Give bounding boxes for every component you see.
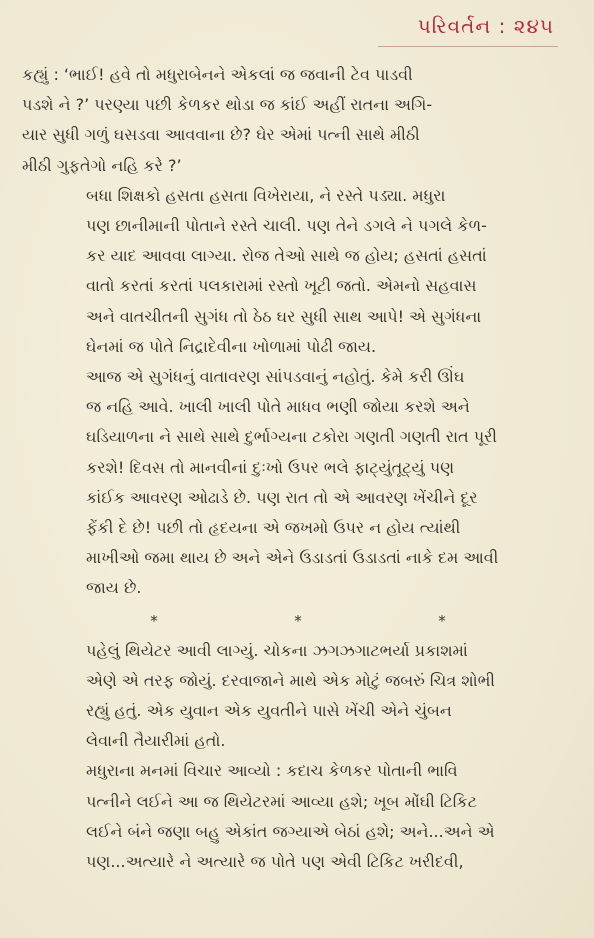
text-line: ઘડિયાળના ને સાથે સાથે દુર્ભાગ્યના ટકોરા ગણતી ગણતી રાત પૂરી	[86, 427, 497, 447]
text-line: પડશે ને ?’ પરણ્યા પછી કેળકર થોડા જ કાંઈ અહીં રાતના અગિ-	[22, 95, 433, 115]
text-line: કાંઈક આવરણ ઓઢાડે છે. પણ રાત તો એ આવરણ ખેંચીને દૂર	[86, 487, 478, 507]
text-line: પણ...અત્યારે ને અત્યારે જ પોતે પણ એવી ટિકિટ ખરીદવી,	[86, 852, 464, 872]
text-line: પહેલું થિયેટર આવી લાગ્યું. ચોકના ઝગઝગાટભર્યા પ્રકાશમાં	[86, 640, 468, 660]
text-line: રહ્યું હતું. એક યુવાન એક યુવતીને પાસે ખેંચી એને ચુંબન	[86, 701, 452, 721]
text-line: મીઠી ગુફતેગો નહિ કરે ?’	[22, 155, 182, 175]
text-line: યાર સુધી ગળું ઘસડવા આવવાના છે? ઘેર એમાં પત્ની સાથે મીઠી	[22, 125, 420, 145]
text-line: જાય છે.	[86, 578, 142, 598]
asterisk-mark: *	[294, 611, 302, 630]
asterisk-mark: *	[150, 611, 158, 630]
asterisk-mark: *	[438, 611, 446, 630]
text-line: આજ એ સુગંધનું વાતાવરણ સાંપડવાનું નહોતું. કેમે કરી ઊંઘ	[86, 367, 465, 387]
running-head-page-number: પરિવર્તન : ૨૪૫	[417, 14, 554, 38]
text-line: બધા શિક્ષકો હસતા હસતા વિખેરાયા, ને રસ્તે પડ્યા. મધુરા	[86, 185, 446, 205]
paragraph-1	[22, 60, 574, 181]
text-line: અને વાતચીતની સુગંધ તો ઠેઠ ઘર સુધી સાથ આપે! એ સુગંધના	[86, 306, 482, 326]
text-line: કર યાદ આવવા લાગ્યા. રોજ તેઓ સાથે જ હોય; હસતાં હસતાં	[86, 246, 487, 266]
text-line: વાતો કરતાં કરતાં પલકારામાં રસ્તો ખૂટી જતો. એમનો સહવાસ	[86, 276, 477, 296]
paragraph-5	[22, 756, 574, 877]
text-line: જ નહિ આવે. ખાલી ખાલી પોતે માધવ ભણી જોયા કરશે અને	[86, 397, 470, 417]
paragraph-3	[22, 362, 574, 604]
text-line: કરશે! દિવસ તો માનવીનાં દુઃખો ઉપર ભલે ફાટ્યુંતૂટ્યું પણ	[86, 457, 455, 477]
text-line: લેવાની તૈયારીમાં હતો.	[86, 731, 226, 751]
text-line: ઘેનમાં જ પોતે નિદ્રાદેવીના ખોળામાં પોઢી જાય.	[86, 336, 377, 356]
text-line: પત્નીને લઈને આ જ થિયેટરમાં આવ્યા હશે; ખૂબ મોંઘી ટિકિટ	[86, 791, 478, 811]
text-line: પણ છાનીમાની પોતાને રસ્તે ચાલી. પણ તેને ડગલે ને પગલે કેળ-	[86, 216, 487, 236]
section-separator	[22, 610, 574, 632]
text-line: મધુરાના મનમાં વિચાર આવ્યો : કદાચ કેળકર પોતાની ભાવિ	[86, 761, 458, 781]
paragraph-2	[22, 181, 574, 362]
body-text	[22, 60, 574, 877]
text-line: ફેંકી દે છે! પછી તો હૃદયના એ જખમો ઉપર ન હોય ત્યાંથી	[86, 518, 461, 538]
text-line: લઈને બંને જણા બહુ એકાંત જગ્યાએ બેઠાં હશે; અને...અને એ	[86, 821, 495, 841]
text-line: માખીઓ જમા થાય છે અને એને ઉડાડતાં ઉડાડતાં નાકે દમ આવી	[86, 548, 499, 568]
paragraph-4	[22, 636, 574, 757]
text-line: એણે એ તરફ જોયું. દરવાજાને માથે એક મોટું જબરું ચિત્ર શોભી	[86, 670, 495, 690]
text-line: કહ્યું : ‘ભાઈ! હવે તો મધુરાબેનને એકલાં જ જવાની ટેવ પાડવી	[22, 65, 413, 84]
header-underline	[378, 46, 558, 47]
